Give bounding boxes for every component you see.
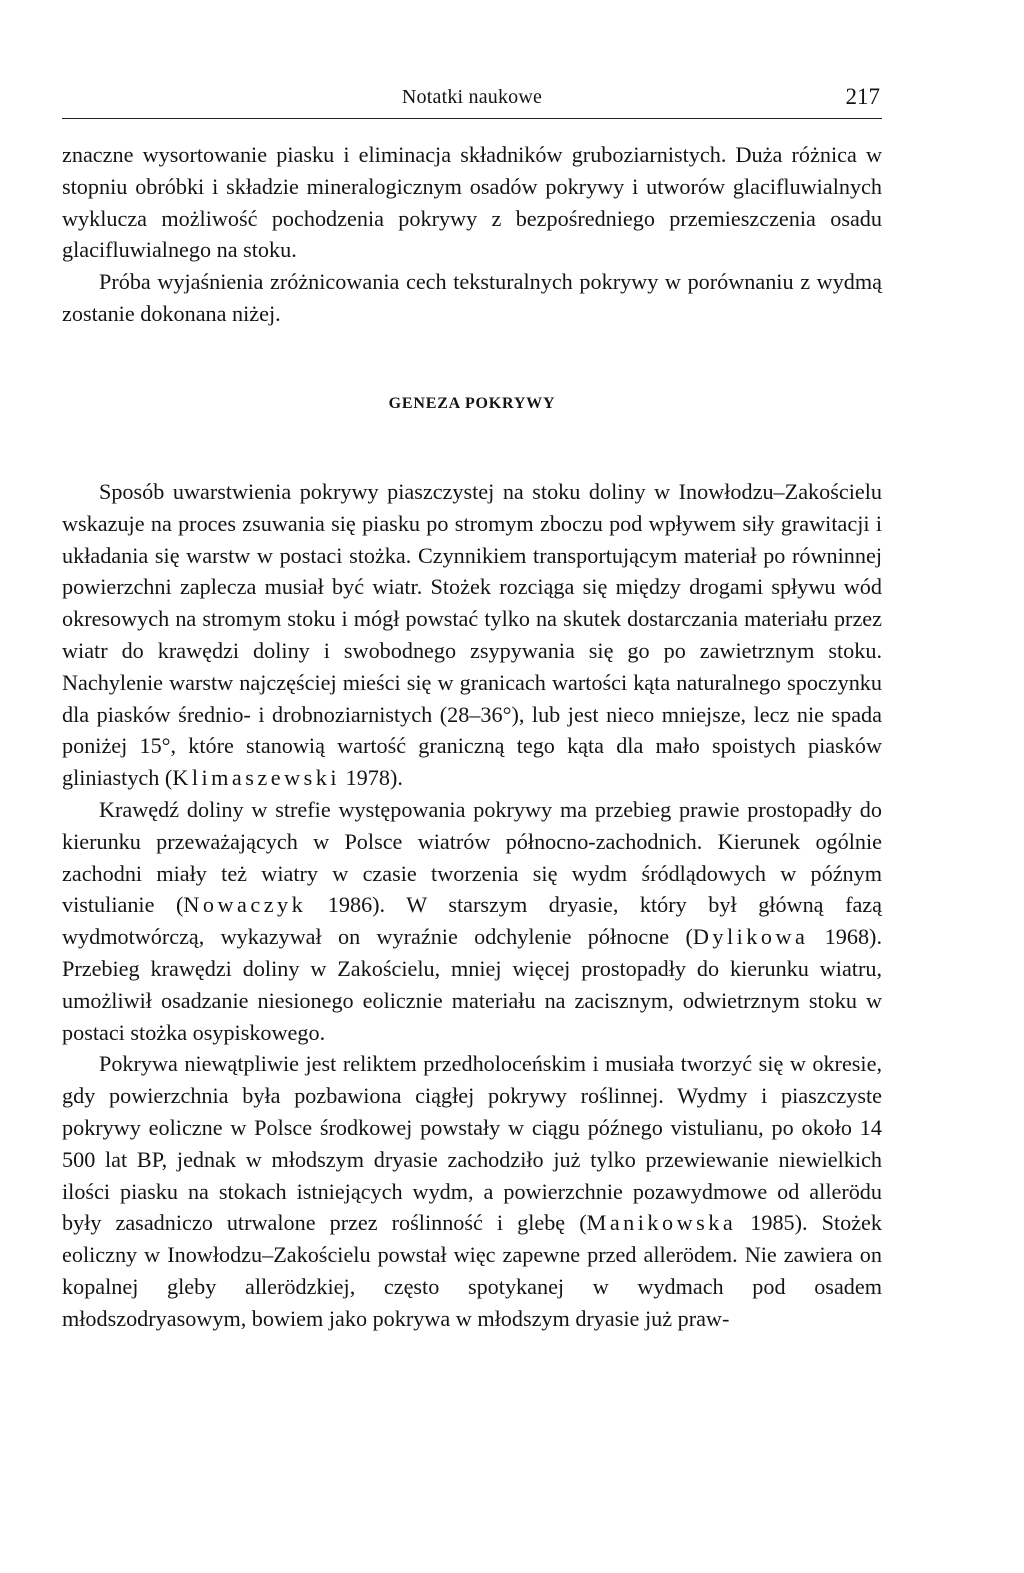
author-citation: Nowaczyk [183, 892, 307, 918]
intro-paragraph-2: Próba wyjaśnienia zróżnicowania cech teksturalnych pokrywy w porównaniu z wydmą zostanie dokonana niżej. [62, 269, 882, 326]
body-paragraph-2-text-a: Krawędź doliny w strefie występowania pokrywy ma przebieg prawie prostopadły do kierunku przeważających w Polsce wiatrów północno-zachodnich. Kierunek ogólnie zachodni miały też wiatry w czasie tworzenia się wydm śródlądowych w późnym vistulianie ( [62, 796, 882, 918]
body-paragraph-3 [62, 1048, 882, 1334]
intro-paragraph-1: znaczne wysortowanie piasku i eliminacja składników gruboziarnistych. Duża różnica w stopniu obróbki i składzie mineralogicznym osadów pokrywy i utworów glacifluwialnych wyklucza możliwość pochodzenia pokrywy z bezpośredniego przemieszczenia osadu glacifluwialnego na stoku. [62, 142, 882, 263]
section-body [62, 476, 882, 1335]
author-citation: Dylikowa [692, 924, 809, 950]
body-paragraph-1-text-a: Sposób uwarstwienia pokrywy piaszczystej na stoku doliny w Inowłodzu–Zakościelu wskazuje na proces zsuwania się piasku po stromym zboczu pod wpływem siły grawitacji i układania się warstw w postaci stożka. Czynnikiem transportującym materiał po równinnej powierzchni zaplecza musiał być wiatr. Stożek rozciąga się między drogami spływu wód okresowych na stromym stoku i mógł powstać tylko na skutek dostarczania materiału przez wiatr do krawędzi doliny i swobodnego zsypywania się go po zawietrznym stoku. Nachylenie warstw najczęściej mieści się w granicach wartości kąta naturalnego spoczynku dla piasków średnio- i drobnoziarnistych (28–36°), lub jest nieco mniejsze, lecz nie spada poniżej 15°, które stanowią wartość graniczną tego kąta dla mało spoistych piasków gliniastych ( [62, 479, 882, 791]
body-paragraph-2 [62, 794, 882, 1048]
body-paragraph-3-text-b: 1985). Stożek eoliczny w Inowłodzu–Zakościelu powstał więc zapewne przed allerödem. Nie zawiera on kopalnej gleby allerödzkiej, często spotykanej w wydmach pod osadem młodszodryasowym, bowiem jako pokrywa w młodszym dryasie już praw- [62, 1210, 882, 1331]
page-header [62, 84, 882, 119]
body-paragraph-2-text-b: 1986). W starszym dryasie, który był główną fazą wydmotwórczą, wykazywał on wyraźnie odchylenie północne ( [62, 892, 882, 950]
body-paragraph-1 [62, 476, 882, 794]
running-title: Notatki naukowe [401, 86, 543, 108]
author-citation: Klimaszewski [172, 765, 341, 791]
author-citation: Manikowska [586, 1210, 737, 1236]
section-heading: GENEZA POKRYWY [388, 395, 556, 412]
body-paragraph-3-text-a: Pokrywa niewątpliwie jest reliktem przedholoceńskim i musiała tworzyć się w okresie, gdy powierzchnia była pozbawiona ciągłej pokrywy roślinnej. Wydmy i piaszczyste pokrywy eoliczne w Polsce środkowej powstały w ciągu późnego vistulianu, po około 14 500 lat BP, jednak w młodszym dryasie zachodziło już tylko przewiewanie niewielkich ilości piasku na stokach istniejących wydm, a powierzchnie pozawydmowe od allerödu były zasadniczo utrwalone przez roślinność i glebę ( [62, 1051, 882, 1236]
body-paragraph-2-text-c: 1968). Przebieg krawędzi doliny w Zakościelu, mniej więcej prostopadły do kierunku wiatru, umożliwił osadzanie niesionego eolicznie materiału na zacisznym, odwietrznym stoku w postaci stożka osypiskowego. [62, 924, 882, 1045]
intro-text [62, 139, 882, 330]
page-number: 217 [845, 84, 880, 109]
body-paragraph-1-text-b: 1978). [340, 765, 403, 791]
